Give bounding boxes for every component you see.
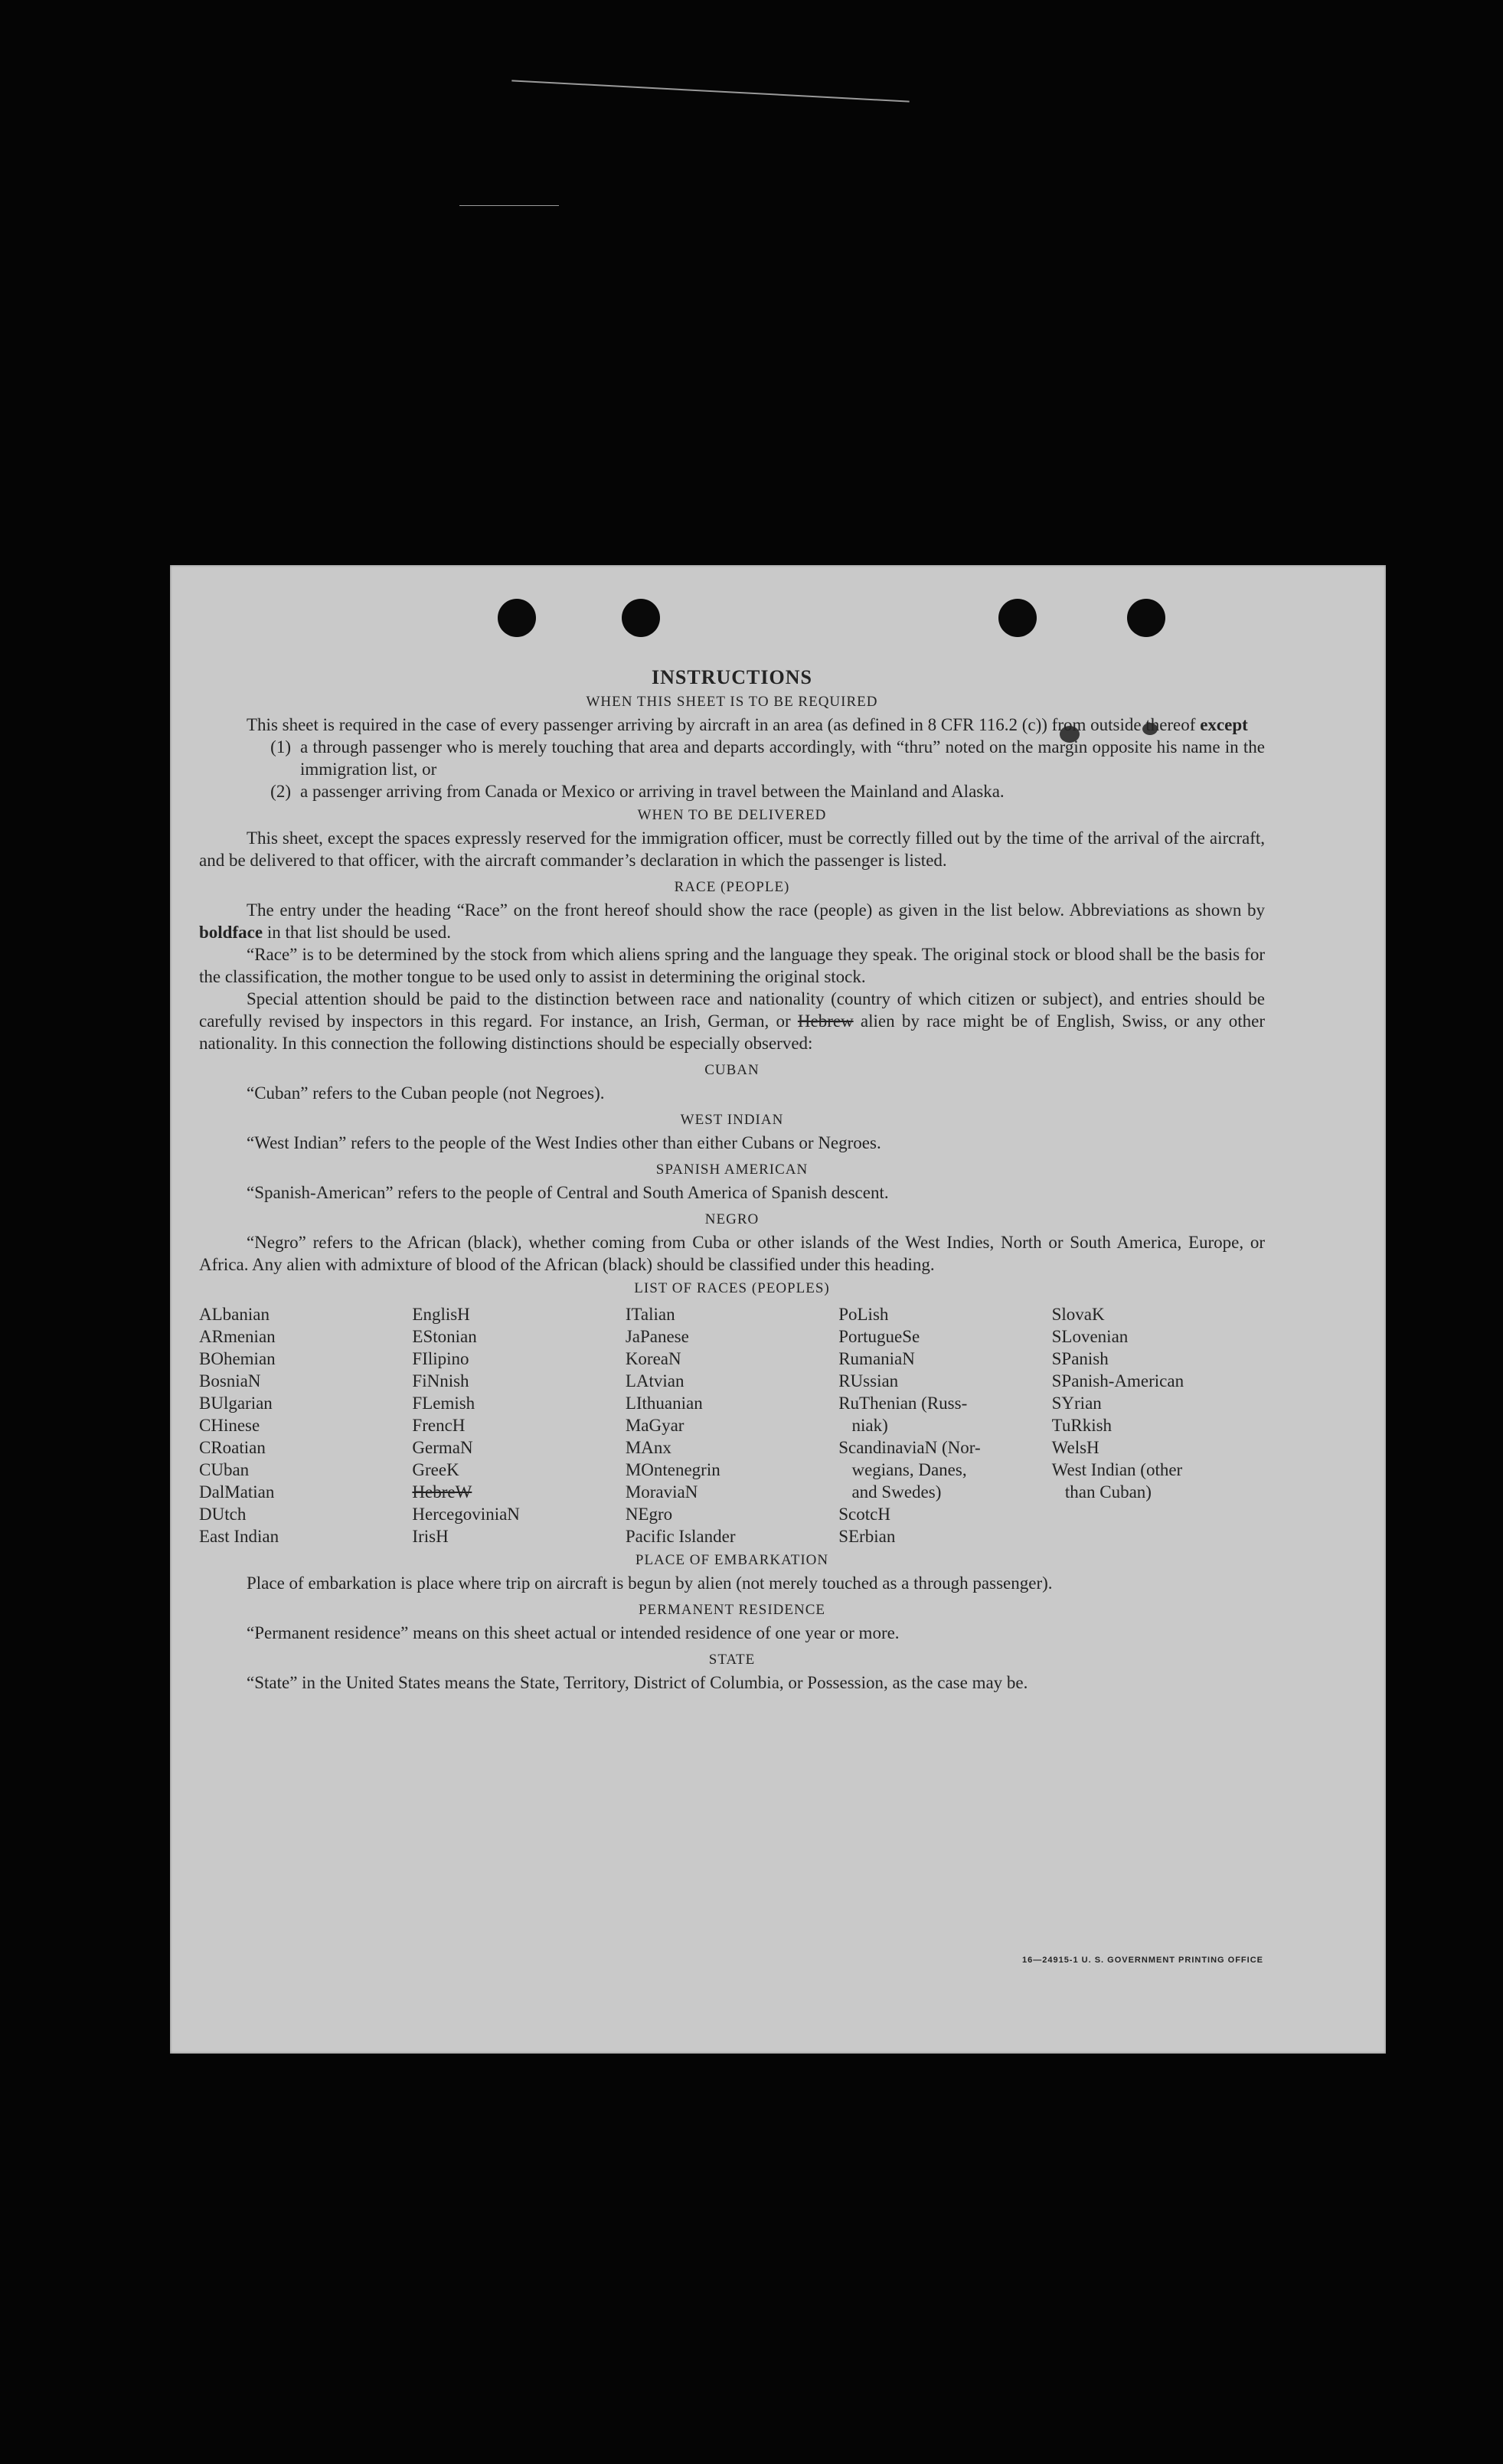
race-entry: KoreaN (625, 1349, 681, 1368)
race-entry: wegians, Danes, (838, 1460, 967, 1479)
struck-word: Hebrew (797, 1011, 854, 1031)
race-entry: BOhemian (199, 1349, 276, 1368)
race-entry: CRoatian (199, 1438, 266, 1457)
paragraph: Special attention should be paid to the distinction between race and nationality (country of which citizen or subject), and entries should be carefully revised by inspectors in this regard. For instance, an Irish, German, or Hebrew alien by race might be of English, Swiss, or any other nationality. In this connection the following distinctions should be especially observed: (199, 989, 1266, 1053)
race-entry: WelsH (1051, 1438, 1099, 1457)
race-entry: HercegoviniaN (412, 1505, 520, 1524)
punch-hole (622, 599, 660, 637)
instructions-body (199, 666, 1265, 1694)
punch-hole (1127, 599, 1165, 637)
race-entry: EStonian (412, 1327, 477, 1346)
race-entry: IrisH (412, 1527, 449, 1546)
race-entry: PortugueSe (838, 1327, 920, 1346)
punch-hole (998, 599, 1037, 637)
paragraph: “Permanent residence” means on this sheet actual or intended residence of one year or more. (247, 1623, 900, 1642)
race-entry: RuThenian (Russ- (838, 1394, 968, 1413)
race-entry: MOntenegrin (625, 1460, 720, 1479)
race-entry: ScotcH (838, 1505, 890, 1524)
race-entry: RumaniaN (838, 1349, 915, 1368)
race-entry: DalMatian (199, 1482, 275, 1502)
race-entry: than Cuban) (1051, 1482, 1152, 1502)
race-entry: PoLish (838, 1305, 889, 1324)
section-heading: CUBAN (704, 1062, 760, 1078)
race-entry: LAtvian (625, 1371, 685, 1390)
document-sheet (170, 565, 1386, 2054)
race-entry: ARmenian (199, 1327, 276, 1346)
race-entry: FrencH (412, 1416, 466, 1435)
race-entry: SlovaK (1051, 1305, 1105, 1324)
section-heading: PERMANENT RESIDENCE (638, 1602, 826, 1618)
section-heading: STATE (708, 1652, 756, 1668)
race-entry: SPanish-American (1051, 1371, 1184, 1390)
paragraph: “Race” is to be determined by the stock from which aliens spring and the language they speak. The original stock or blood shall be the basis for the classification, the mother tongue to be used only to assist in determining the original stock. (199, 945, 1265, 986)
section-heading: WEST INDIAN (680, 1112, 784, 1128)
race-column (412, 1303, 625, 1547)
paragraph: “Negro” refers to the African (black), whether coming from Cuba or other islands of the West Indies, North or South America, Europe, or Africa. Any alien with admixture of blood of the African (black) should be classified under this heading. (199, 1233, 1265, 1274)
race-entry: RUssian (838, 1371, 899, 1390)
race-entry: SErbian (838, 1527, 896, 1546)
scratch-mark (459, 205, 559, 206)
race-entry: ITalian (625, 1305, 675, 1324)
race-entry: West Indian (other (1051, 1460, 1183, 1479)
race-entry: JaPanese (625, 1327, 689, 1346)
race-entry: SPanish (1051, 1349, 1109, 1368)
section-heading: NEGRO (704, 1211, 760, 1227)
race-entry: CUban (199, 1460, 250, 1479)
section-heading: WHEN TO BE DELIVERED (637, 807, 827, 823)
section-heading: WHEN THIS SHEET IS TO BE REQUIRED (586, 694, 878, 710)
race-column (199, 1303, 412, 1547)
paragraph: This sheet, except the spaces expressly reserved for the immigration officer, must be correctly filled out by the time of the arrival of the aircraft, and be delivered to that officer, with the aircraft commander’s declaration in which the passenger is listed. (199, 828, 1265, 870)
race-entry-struck: HebreW (412, 1482, 472, 1502)
race-column (626, 1303, 838, 1547)
race-entry: niak) (838, 1416, 888, 1435)
race-entry: MoraviaN (625, 1482, 698, 1502)
race-entry: BosniaN (199, 1371, 261, 1390)
scratch-mark (511, 80, 909, 102)
race-entry: FiNnish (412, 1371, 469, 1390)
race-entry: GreeK (412, 1460, 459, 1479)
race-entry: NEgro (625, 1505, 673, 1524)
section-heading: SPANISH AMERICAN (655, 1162, 809, 1178)
race-entry: FIlipino (412, 1349, 469, 1368)
printer-imprint: 16—24915-1 U. S. GOVERNMENT PRINTING OFFICE (1021, 1956, 1263, 1965)
section-heading: PLACE OF EMBARKATION (635, 1552, 829, 1568)
race-entry: EnglisH (412, 1305, 470, 1324)
race-column (1052, 1303, 1265, 1547)
race-list (199, 1303, 1265, 1547)
paragraph: This sheet is required in the case of every passenger arriving by aircraft in an area (as defined in 8 CFR 116.2 (c)) from outside thereof except (247, 715, 1248, 734)
punch-hole (498, 599, 536, 637)
race-entry: MAnx (625, 1438, 671, 1457)
section-heading: LIST OF RACES (PEOPLES) (634, 1280, 830, 1296)
race-entry: and Swedes) (838, 1482, 942, 1502)
race-entry: SYrian (1051, 1394, 1102, 1413)
paragraph: The entry under the heading “Race” on the front hereof should show the race (people) as given in the list below. Abbreviations as shown by boldface in that list should be used. (199, 900, 1265, 942)
section-heading: RACE (PEOPLE) (674, 879, 790, 895)
paragraph: “Spanish-American” refers to the people of Central and South America of Spanish descent. (247, 1183, 889, 1202)
paragraph: “West Indian” refers to the people of the West Indies other than either Cubans or Negroes. (247, 1133, 881, 1152)
race-entry: MaGyar (625, 1416, 685, 1435)
race-column (838, 1303, 1051, 1547)
paragraph: “Cuban” refers to the Cuban people (not Negroes). (247, 1083, 605, 1103)
paragraph: Place of embarkation is place where trip on aircraft is begun by alien (not merely touched as a through passenger). (247, 1573, 1053, 1593)
race-entry: FLemish (412, 1394, 475, 1413)
race-entry: TuRkish (1051, 1416, 1113, 1435)
race-entry: GermaN (412, 1438, 473, 1457)
race-entry: ALbanian (199, 1305, 270, 1324)
list-item: (2) a passenger arriving from Canada or Mexico or arriving in travel between the Mainland and Alaska. (270, 782, 1005, 801)
race-entry: BUlgarian (199, 1394, 273, 1413)
page-title: INSTRUCTIONS (652, 666, 812, 688)
race-entry: ScandinaviaN (Nor- (838, 1438, 981, 1457)
race-entry: SLovenian (1051, 1327, 1129, 1346)
paragraph: “State” in the United States means the State, Territory, District of Columbia, or Possession, as the case may be. (247, 1673, 1028, 1692)
list-item: (1) a through passenger who is merely touching that area and departs accordingly, with “thru” noted on the margin opposite his name in the immigration list, or (270, 737, 1265, 779)
race-entry: East Indian (199, 1527, 279, 1546)
race-entry: CHinese (199, 1416, 260, 1435)
race-entry: Pacific Islander (625, 1527, 736, 1546)
race-entry: LIthuanian (625, 1394, 703, 1413)
race-entry: DUtch (199, 1505, 247, 1524)
